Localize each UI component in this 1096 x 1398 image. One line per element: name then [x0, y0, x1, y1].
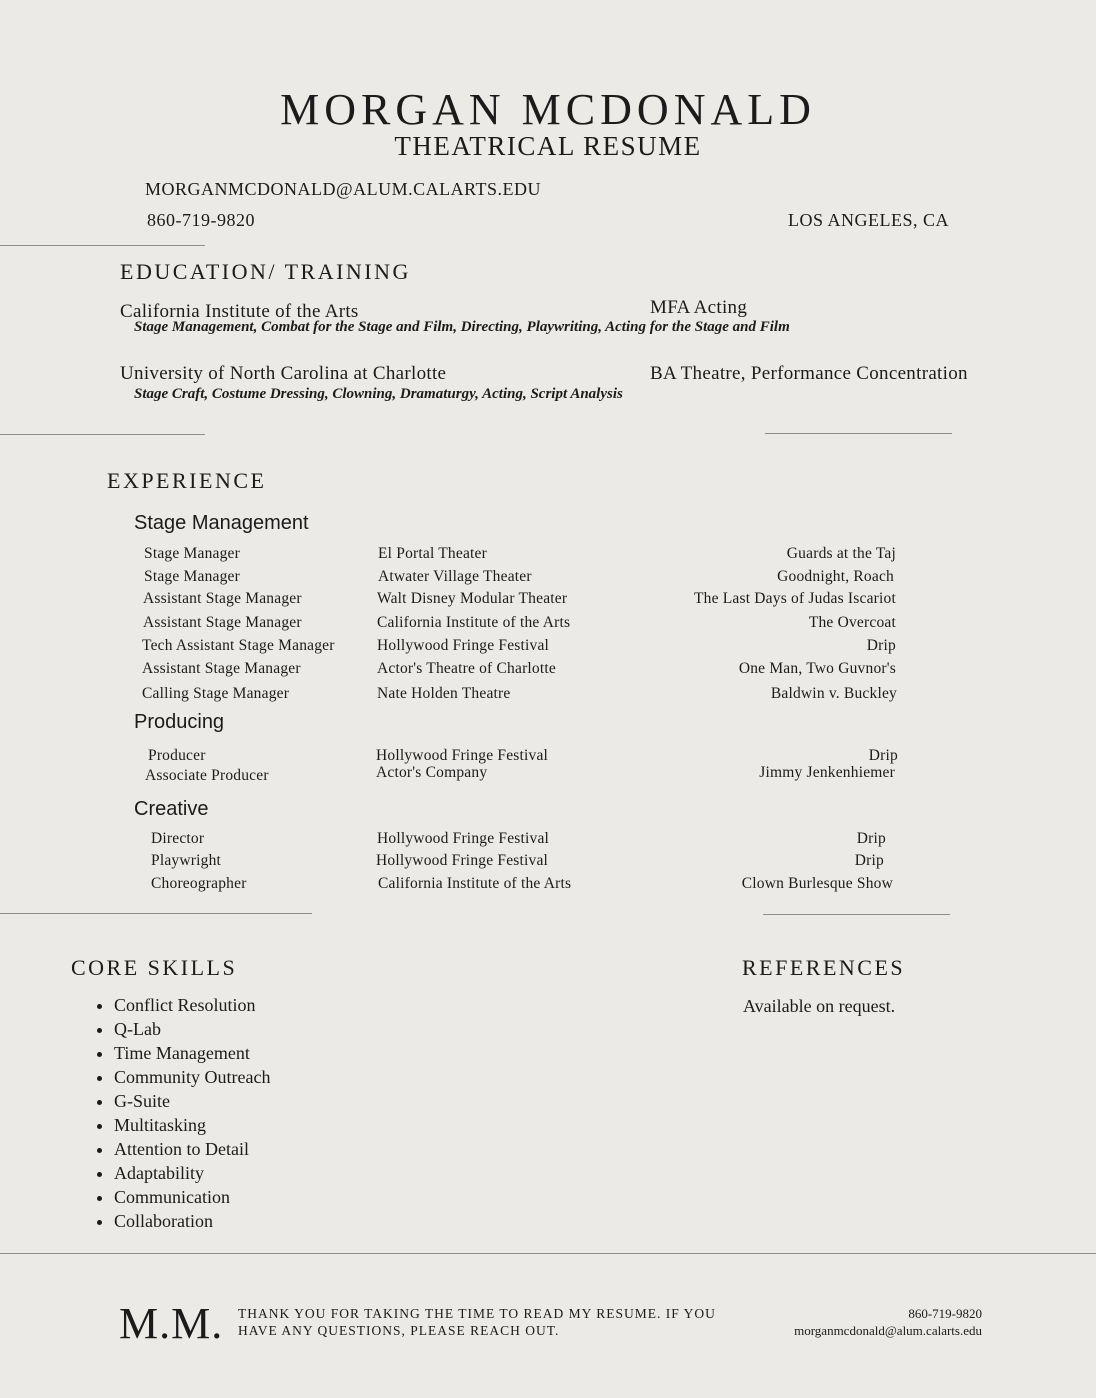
experience-show: Drip [868, 747, 898, 764]
skill-item: • Community Outreach [114, 1065, 270, 1089]
education-degree: MFA Acting [650, 297, 748, 318]
education-school: California Institute of the Arts [120, 301, 359, 322]
monogram: M.M. [119, 1299, 224, 1348]
experience-venue: Hollywood Fringe Festival [376, 747, 549, 764]
skill-item: • Q-Lab [114, 1017, 270, 1041]
references-text: Available on request. [743, 996, 896, 1016]
skills-heading: CORE SKILLS [71, 955, 238, 980]
experience-role: Playwright [151, 852, 222, 869]
experience-role: Stage Manager [144, 568, 240, 585]
experience-show: One Man, Two Guvnor's [738, 660, 896, 677]
experience-role: Assistant Stage Manager [143, 614, 302, 631]
experience-show: Clown Burlesque Show [741, 875, 893, 892]
skill-item: • Communication [114, 1185, 270, 1209]
skill-item: • Conflict Resolution [114, 993, 270, 1017]
experience-show: Guards at the Taj [786, 545, 896, 562]
header-location: LOS ANGELES, CA [788, 210, 950, 230]
experience-show: Baldwin v. Buckley [770, 685, 897, 702]
experience-role: Stage Manager [144, 545, 240, 562]
experience-role: Producer [148, 747, 206, 764]
education-courses: Stage Craft, Costume Dressing, Clowning, Dramaturgy, Acting, Script Analysis [134, 386, 623, 402]
footer-phone: 860-719-9820 [908, 1306, 982, 1321]
skill-item: • Multitasking [114, 1113, 270, 1137]
resume-subtitle: THEATRICAL RESUME [394, 131, 702, 161]
experience-venue: Actor's Company [376, 764, 488, 781]
divider [0, 245, 205, 246]
experience-role: Assistant Stage Manager [143, 590, 302, 607]
experience-role: Assistant Stage Manager [142, 660, 301, 677]
experience-show: The Last Days of Judas Iscariot [693, 590, 896, 607]
divider [765, 433, 952, 434]
experience-venue: Hollywood Fringe Festival [376, 852, 549, 869]
education-courses: Stage Management, Combat for the Stage and Film, Directing, Playwriting, Acting for the Stage and Film [134, 319, 790, 335]
experience-venue: Walt Disney Modular Theater [377, 590, 568, 607]
footer-email: morganmcdonald@alum.calarts.edu [794, 1323, 982, 1338]
skill-item: • G-Suite [114, 1089, 270, 1113]
skill-item: • Time Management [114, 1041, 270, 1065]
experience-heading: EXPERIENCE [107, 468, 267, 493]
experience-role: Calling Stage Manager [142, 685, 290, 702]
divider [0, 913, 312, 914]
header-phone: 860-719-9820 [147, 210, 255, 230]
experience-venue: El Portal Theater [378, 545, 487, 562]
experience-venue: Hollywood Fringe Festival [377, 637, 550, 654]
experience-venue: Hollywood Fringe Festival [377, 830, 550, 847]
skill-item: • Adaptability [114, 1161, 270, 1185]
experience-group-title: Stage Management [134, 512, 309, 534]
experience-venue: California Institute of the Arts [378, 875, 572, 892]
experience-show: Goodnight, Roach [777, 568, 894, 585]
experience-group-title: Creative [134, 798, 209, 820]
footer-contact [794, 1305, 982, 1339]
experience-venue: California Institute of the Arts [377, 614, 571, 631]
skill-item: • Collaboration [114, 1209, 270, 1233]
experience-role: Choreographer [151, 875, 247, 892]
skills-list [94, 993, 270, 1233]
header-email: MORGANMCDONALD@ALUM.CALARTS.EDU [145, 179, 542, 199]
experience-show: Jimmy Jenkenhiemer [759, 764, 895, 781]
experience-role: Director [151, 830, 205, 847]
experience-group-title: Producing [134, 711, 225, 733]
education-heading: EDUCATION/ TRAINING [120, 259, 411, 284]
divider [763, 914, 950, 915]
education-school: University of North Carolina at Charlotte [120, 363, 447, 384]
experience-show: Drip [866, 637, 896, 654]
experience-role: Associate Producer [145, 767, 269, 784]
footer-divider [0, 1253, 1096, 1254]
experience-venue: Atwater Village Theater [378, 568, 532, 585]
divider [0, 434, 205, 435]
experience-venue: Nate Holden Theatre [377, 685, 511, 702]
skill-item: • Attention to Detail [114, 1137, 270, 1161]
resume-name: MORGAN MCDONALD [280, 85, 816, 134]
experience-role: Tech Assistant Stage Manager [142, 637, 335, 654]
footer-message [238, 1305, 716, 1339]
education-degree: BA Theatre, Performance Concentration [650, 363, 968, 384]
experience-show: The Overcoat [808, 614, 896, 631]
footer-message-line: THANK YOU FOR TAKING THE TIME TO READ MY RESUME. IF YOU [238, 1306, 716, 1321]
experience-show: Drip [856, 830, 886, 847]
experience-venue: Actor's Theatre of Charlotte [377, 660, 556, 677]
footer-message-line: HAVE ANY QUESTIONS, PLEASE REACH OUT. [238, 1323, 560, 1338]
experience-show: Drip [854, 852, 884, 869]
references-heading: REFERENCES [742, 955, 906, 980]
